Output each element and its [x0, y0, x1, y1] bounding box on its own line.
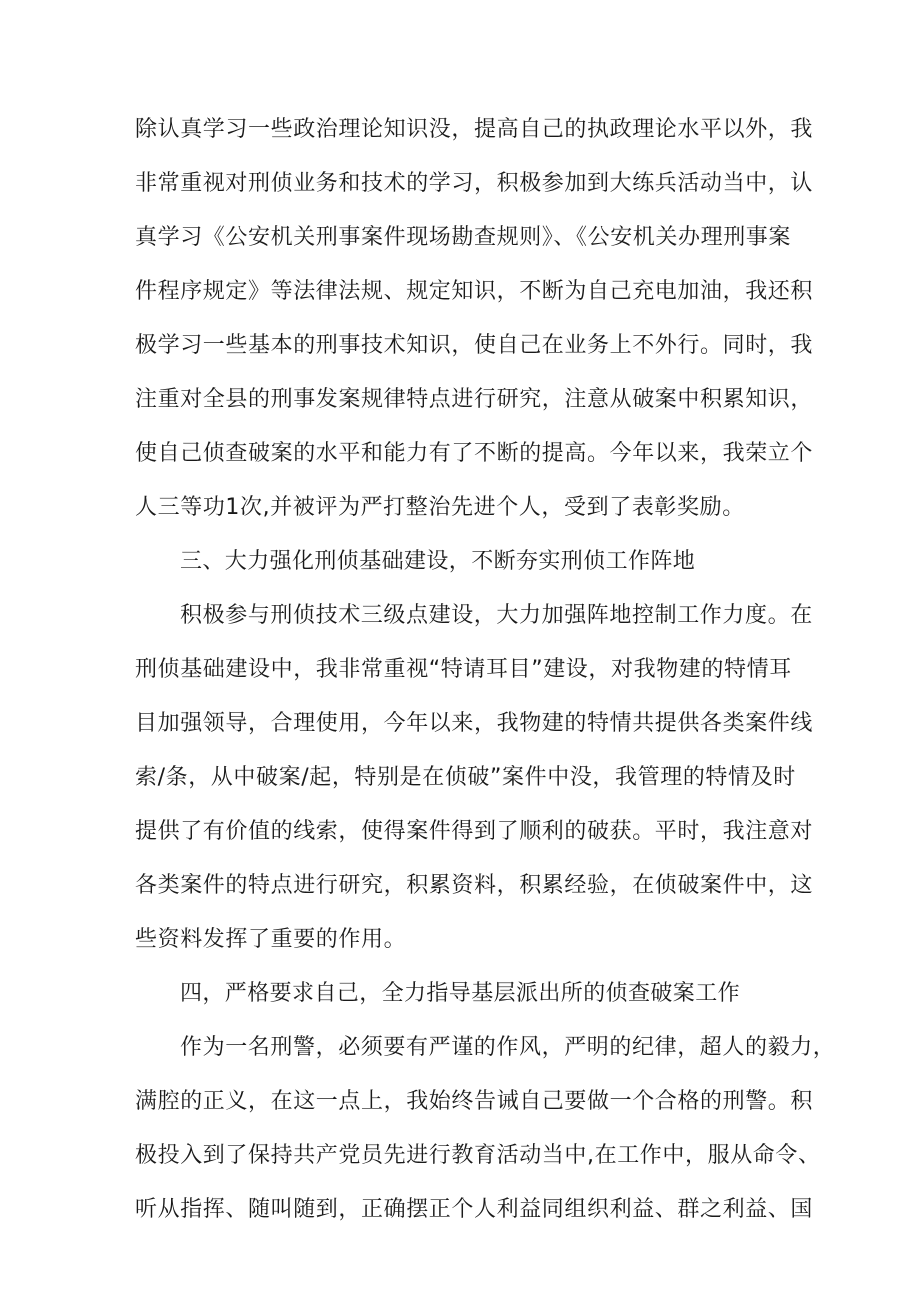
paragraph-2-line-3: 目加强领导，合理使用，今年以来，我物建的特情共提供各类案件线 — [135, 711, 814, 736]
paragraph-1-line-5: 极学习一些基本的刑事技术知识，使自己在业务上不外行。同时，我 — [135, 333, 814, 358]
paragraph-1-line-6: 注重对全县的刑事发案规律特点进行研究，注意从破案中积累知识， — [135, 387, 814, 412]
paragraph-1-line-7: 使自己侦查破案的水平和能力有了不断的提高。今年以来，我荣立个 — [135, 441, 814, 466]
paragraph-2-line-5: 提供了有价值的线索，使得案件得到了顺利的破获。平时，我注意对 — [135, 819, 814, 844]
paragraph-1-line-8: 人三等功1次,并被评为严打整治先进个人，受到了表彰奖励。 — [135, 495, 745, 520]
paragraph-3-line-1: 作为一名刑警，必须要有严谨的作风，严明的纪律，超人的毅力， — [180, 1035, 836, 1060]
paragraph-1-line-3: 真学习《公安机关刑事案件现场勘查规则》、《公安机关办理刑事案 — [135, 225, 792, 250]
paragraph-2-line-4: 索/条，从中破案/起，特别是在侦破”案件中没，我管理的特情及时 — [135, 765, 796, 790]
paragraph-2-line-1: 积极参与刑侦技术三级点建设，大力加强阵地控制工作力度。在 — [180, 603, 813, 628]
paragraph-2-line-2: 刑侦基础建设中，我非常重视“特请耳目”建设，对我物建的特情耳 — [135, 657, 792, 682]
section-heading-3: 三、大力强化刑侦基础建设，不断夯实刑侦工作阵地 — [180, 549, 696, 574]
paragraph-3-line-4: 听从指挥、随叫随到，正确摆正个人利益同组织利益、群之利益、国 — [135, 1197, 814, 1222]
paragraph-1-line-2: 非常重视对刑侦业务和技术的学习，积极参加到大练兵活动当中，认 — [135, 171, 814, 196]
paragraph-1-line-1: 除认真学习一些政治理论知识没，提高自己的执政理论水平以外，我 — [135, 117, 814, 142]
paragraph-3-line-2: 满腔的正义，在这一点上，我始终告诫自己要做一个合格的刑警。积 — [135, 1089, 814, 1114]
paragraph-2-line-7: 些资料发挥了重要的作用。 — [135, 927, 407, 952]
paragraph-1-line-4: 件程序规定》等法律法规、规定知识，不断为自己充电加油，我还积 — [135, 279, 814, 304]
section-heading-4: 四，严格要求自己，全力指导基层派出所的侦查破案工作 — [180, 981, 741, 1006]
paragraph-3-line-3: 极投入到了保持共产党员先进行教育活动当中,在工作中，服从命令、 — [135, 1143, 821, 1168]
paragraph-2-line-6: 各类案件的特点进行研究，积累资料，积累经验，在侦破案件中，这 — [135, 873, 814, 898]
